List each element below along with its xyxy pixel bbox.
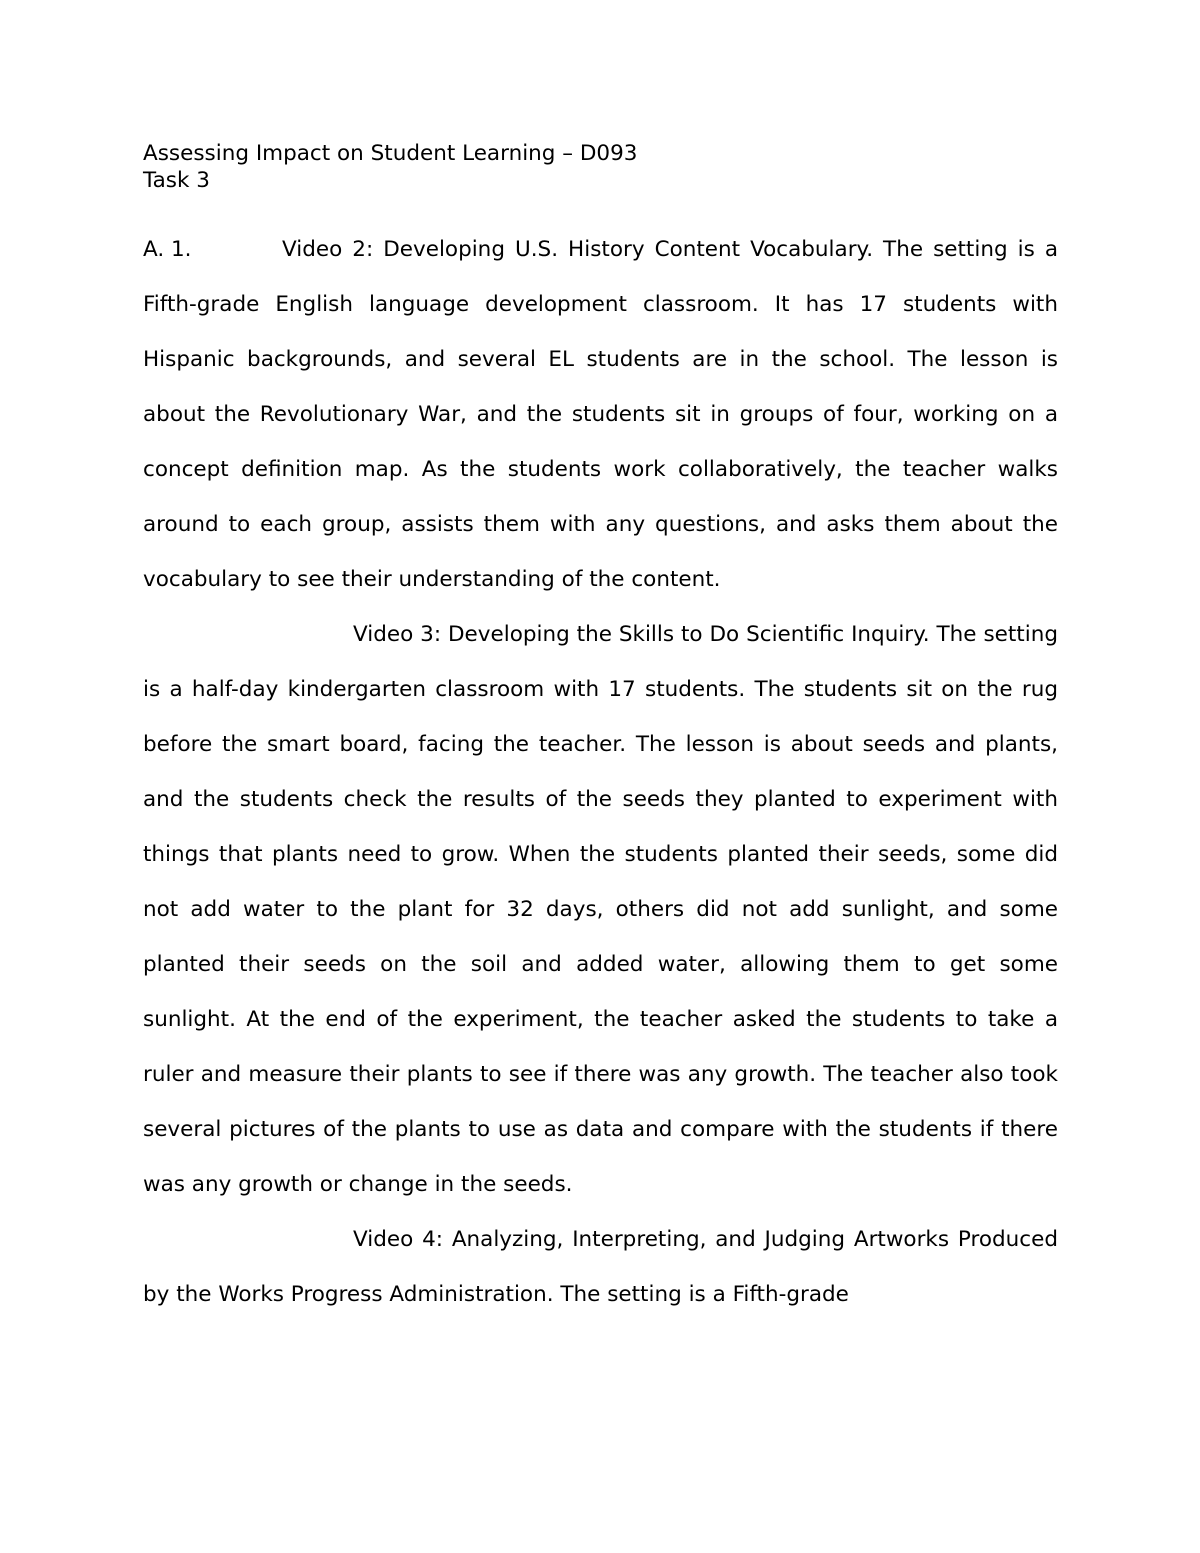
document-title: Assessing Impact on Student Learning – D093 (143, 141, 638, 166)
section-label: A. 1. (143, 237, 192, 262)
paragraph-video-2 (143, 222, 1058, 607)
paragraph-text: Video 2: Developing U.S. History Content Vocabulary. The setting is a Fifth-grade English language development classroom. It has 17 students with Hispanic backgrounds, and several EL students are in the school. The lesson is about the Revolutionary War, and the students sit in groups of four, working on a concept definition map. As the students work collaboratively, the teacher walks around to each group, assists them with any questions, and asks them about the vocabulary to see their understanding of the content. (143, 237, 1058, 592)
spacer (143, 194, 1058, 222)
task-label: Task 3 (143, 168, 210, 193)
paragraph-video-3: Video 3: Developing the Skills to Do Scientific Inquiry. The setting is a half-day kindergarten classroom with 17 students. The students sit on the rug before the smart board, facing the teacher. The lesson is about seeds and plants, and the students check the results of the seeds they planted to experiment with things that plants need to grow. When the students planted their seeds, some did not add water to the plant for 32 days, others did not add sunlight, and some planted their seeds on the soil and added water, allowing them to get some sunlight. At the end of the experiment, the teacher asked the students to take a ruler and measure their plants to see if there was any growth. The teacher also took several pictures of the plants to use as data and compare with the students if there was any growth or change in the seeds. (143, 622, 1058, 1197)
document-body (143, 140, 1058, 1322)
paragraph-video-4: Video 4: Analyzing, Interpreting, and Judging Artworks Produced by the Works Progress Administration. The setting is a Fifth-grade (143, 1227, 1058, 1307)
